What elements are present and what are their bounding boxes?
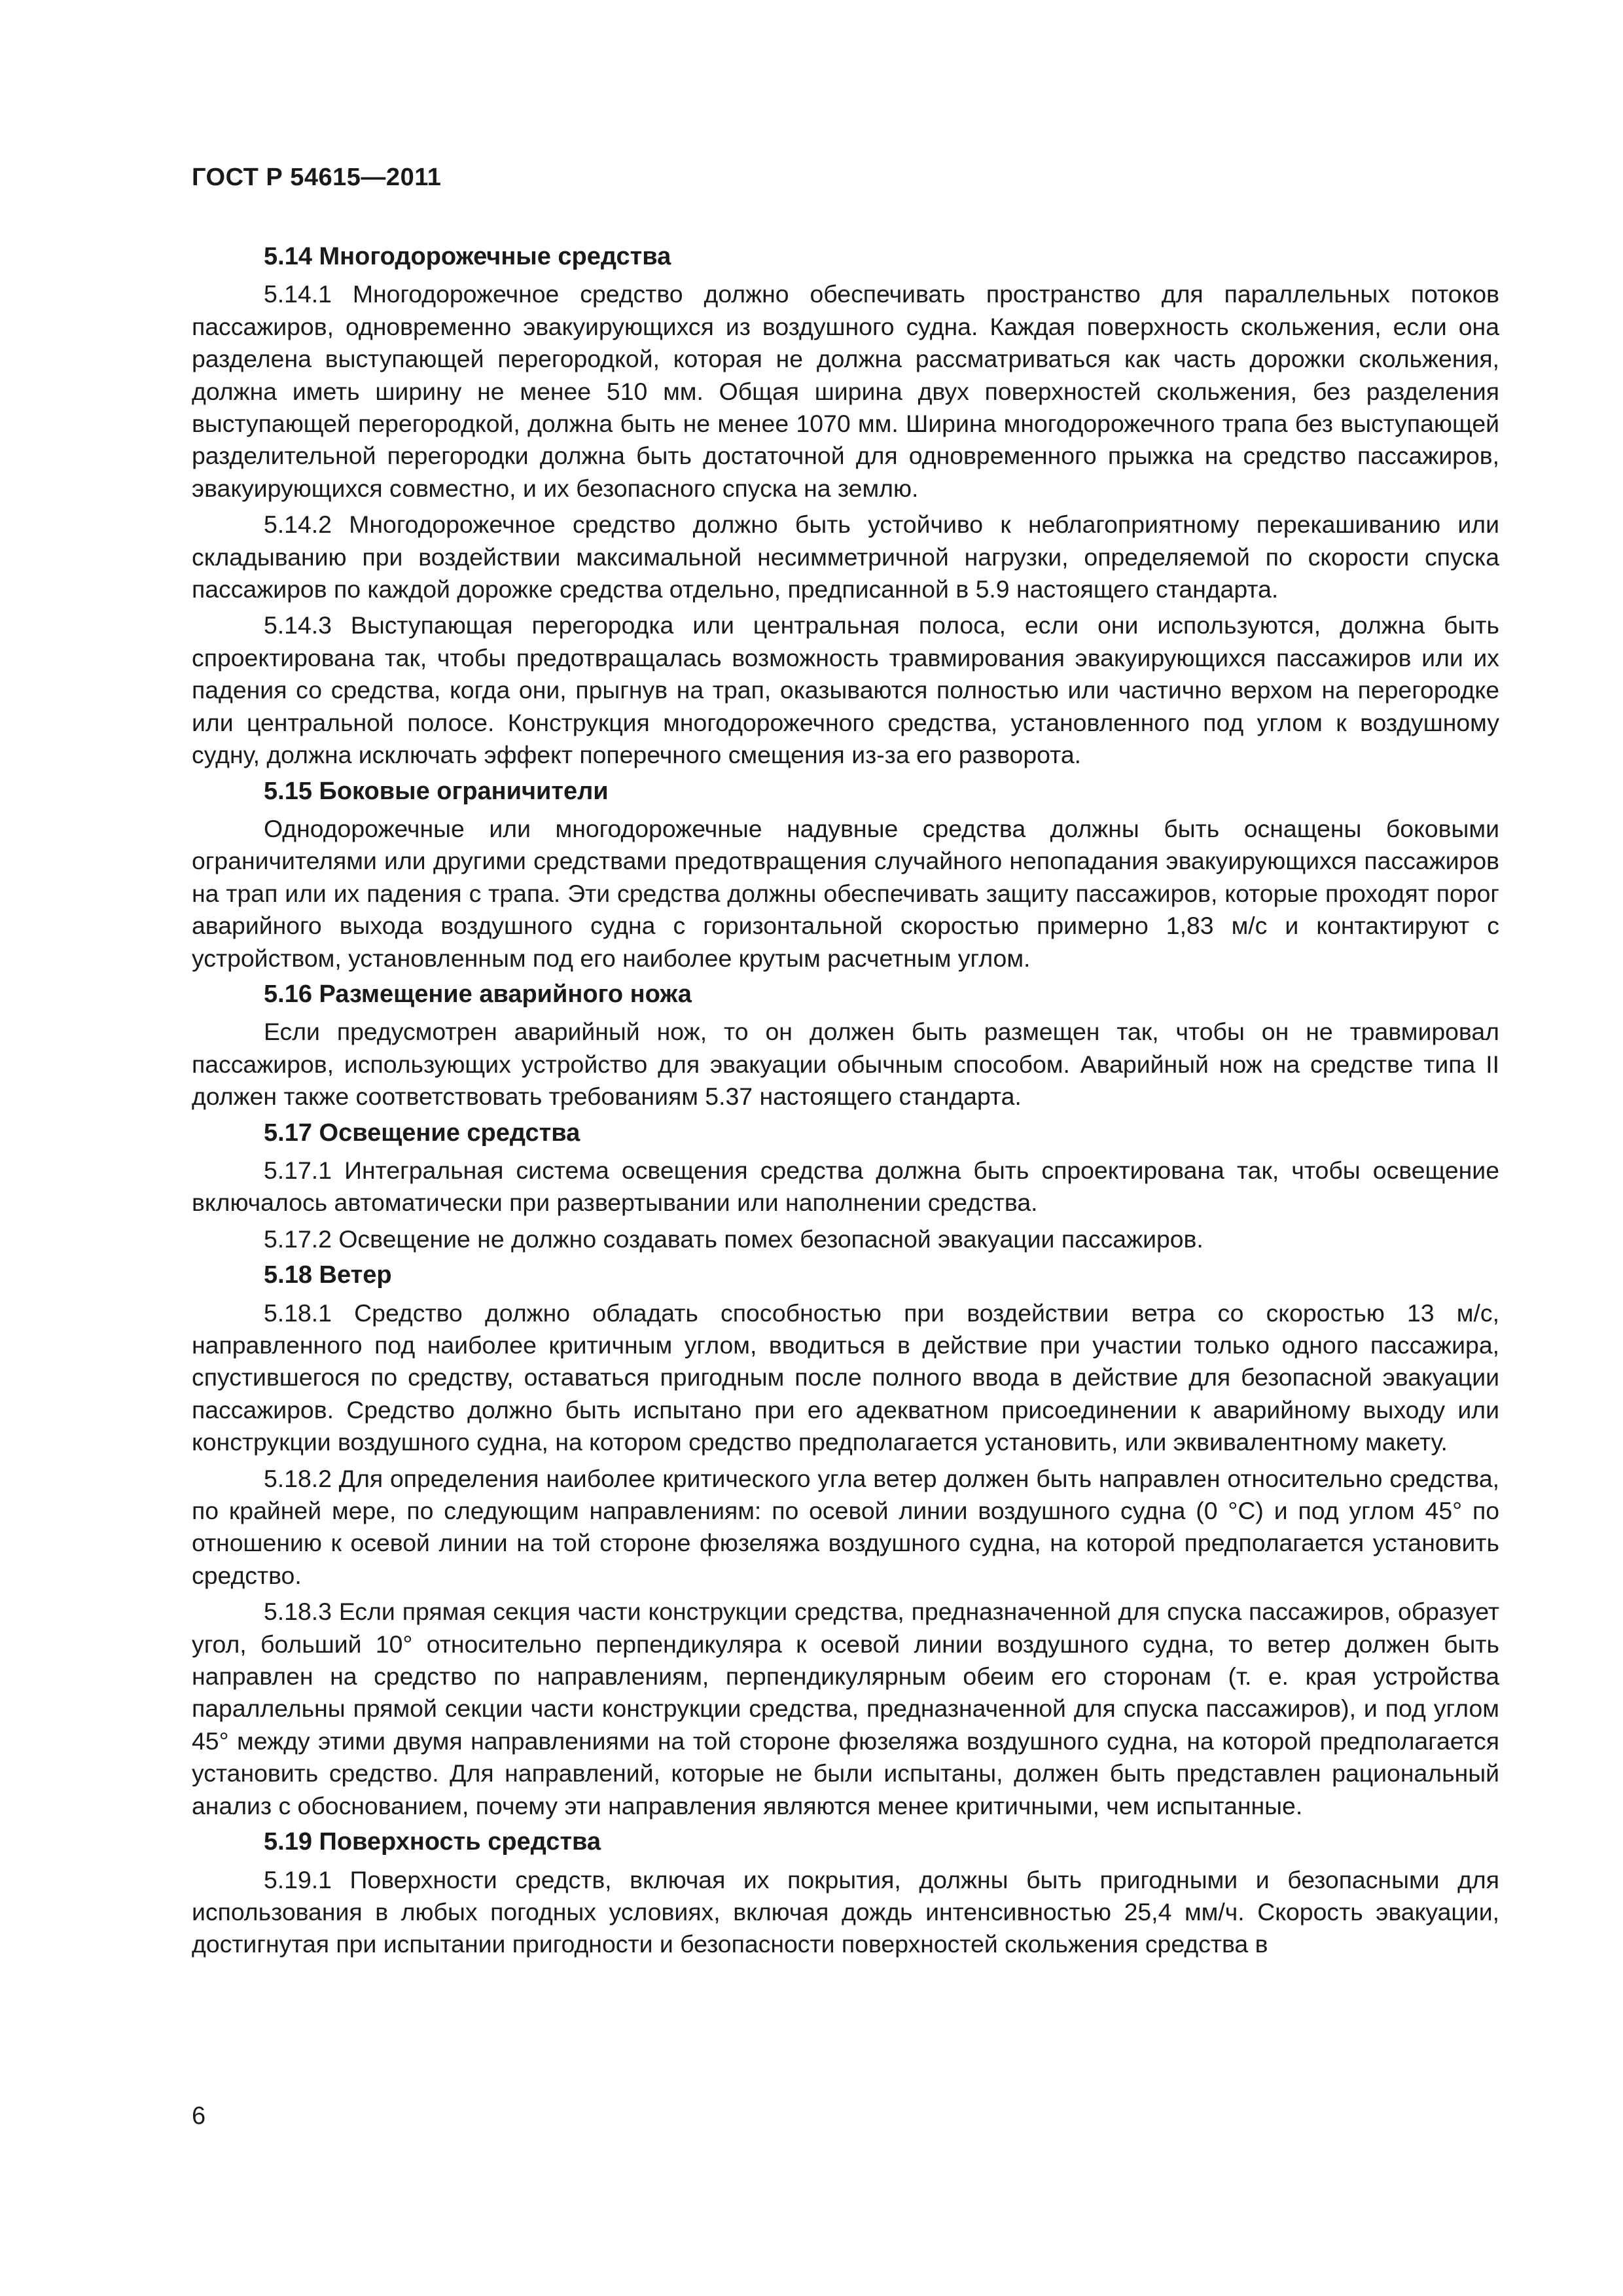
paragraph: 5.17.1 Интегральная система освещения средства должна быть спроектирована так, чтобы освещение включалось автоматически при развертывании или наполнении средства.	[192, 1156, 1499, 1217]
section-heading: 5.17 Освещение средства	[264, 1119, 580, 1147]
page-number: 6	[192, 2102, 206, 2130]
section-5-16	[192, 978, 1499, 1113]
section-heading: 5.14 Многодорожечные средства	[264, 243, 671, 270]
section-heading: 5.16 Размещение аварийного ножа	[264, 980, 692, 1008]
paragraph: 5.14.3 Выступающая перегородка или центральная полоса, если они используются, должна быть спроектирована так, чтобы предотвращалась возможность травмирования эвакуирующихся пассажиров или их падения со средства, когда они, прыгнув на трап, оказываются полностью или частично верхом на перегородке или центральной полосе. Конструкция многодорожечного средства, установленного под углом к воздушному судну, должна исключать эффект поперечного смещения из-за его разворота.	[192, 611, 1499, 769]
paragraph: 5.18.2 Для определения наиболее критического угла ветер должен быть направлен относительно средства, по крайней мере, по следующим направлениям: по осевой линии воздушного судна (0 °С) и под углом 45° по отношению к осевой линии на той стороне фюзеляжа воздушного судна, на которой предполагается установить средство.	[192, 1464, 1499, 1589]
paragraph: 5.14.1 Многодорожечное средство должно обеспечивать пространство для параллельных потоков пассажиров, одновременно эвакуирующихся из воздушного судна. Каждая поверхность скольжения, если она разделена выступающей перегородкой, которая не должна рассматриваться как часть дорожки скольжения, должна иметь ширину не менее 510 мм. Общая ширина двух поверхностей скольжения, без разделения выступающей перегородкой, должна быть не менее 1070 мм. Ширина многодорожечного трапа без выступающей разделительной перегородки должна быть достаточной для одновременного прыжка на средство пассажиров, эвакуирующихся совместно, и их безопасного спуска на землю.	[192, 280, 1499, 502]
section-5-18	[192, 1259, 1499, 1822]
paragraph: 5.17.2 Освещение не должно создавать помех безопасной эвакуации пассажиров.	[264, 1225, 1204, 1253]
paragraph: Однодорожечные или многодорожечные надувные средства должны быть оснащены боковыми ограничителями или другими средствами предотвращения случайного непопадания эвакуирующихся пассажиров на трап или их падения с трапа. Эти средства должны обеспечивать защиту пассажиров, которые проходят порог аварийного выхода воздушного судна с горизонтальной скоростью примерно 1,83 м/с и контактируют с устройством, установленным под его наиболее крутым расчетным углом.	[192, 814, 1499, 972]
section-heading: 5.18 Ветер	[264, 1261, 392, 1289]
section-5-17	[192, 1117, 1499, 1256]
paragraph: 5.19.1 Поверхности средств, включая их покрытия, должны быть пригодными и безопасными для использования в любых погодных условиях, включая дождь интенсивностью 25,4 мм/ч. Скорость эвакуации, достигнутая при испытании пригодности и безопасности поверхностей скольжения средства в	[192, 1865, 1499, 1958]
section-heading: 5.19 Поверхность средства	[264, 1828, 601, 1856]
document-body	[192, 237, 1499, 1965]
paragraph: 5.18.3 Если прямая секция части конструкции средства, предназначенной для спуска пассажиров, образует угол, больший 10° относительно перпендикуляра к осевой линии воздушного судна, то ветер должен быть направлен на средство по направлениям, перпендикулярным обеим его сторонам (т. е. края устройства параллельны прямой секции части конструкции средства, предназначенной для спуска пассажиров), и под углом 45° между этими двумя направлениями на той стороне фюзеляжа воздушного судна, на которой предполагается установить средство. Для направлений, которые не были испытаны, должен быть представлен рациональный анализ с обоснованием, почему эти направления являются менее критичными, чем испытанные.	[192, 1598, 1499, 1820]
paragraph: Если предусмотрен аварийный нож, то он должен быть размещен так, чтобы он не травмировал пассажиров, использующих устройство для эвакуации обычным способом. Аварийный нож на средстве типа II должен также соответствовать требованиям 5.37 настоящего стандарта.	[192, 1018, 1499, 1111]
paragraph: 5.18.1 Средство должно обладать способностью при воздействии ветра со скоростью 13 м/с, направленного под наиболее критичным углом, вводиться в действие при участии только одного пассажира, спустившегося по средству, оставаться пригодным после полного ввода в действие для безопасной эвакуации пассажиров. Средство должно быть испытано при его адекватном присоединении к аварийному выходу или конструкции воздушного судна, на котором средство предполагается установить, или эквивалентному макету.	[192, 1299, 1499, 1456]
section-5-15	[192, 776, 1499, 975]
paragraph: 5.14.2 Многодорожечное средство должно быть устойчиво к неблагоприятному перекашиванию или складыванию при воздействии максимальной несимметричной нагрузки, определяемой по скорости спуска пассажиров по каждой дорожке средства отдельно, предписанной в 5.9 настоящего стандарта.	[192, 511, 1499, 603]
section-5-19	[192, 1826, 1499, 1961]
section-heading: 5.15 Боковые ограничители	[264, 777, 609, 805]
section-5-14	[192, 241, 1499, 772]
document-code: ГОСТ Р 54615—2011	[192, 164, 442, 191]
